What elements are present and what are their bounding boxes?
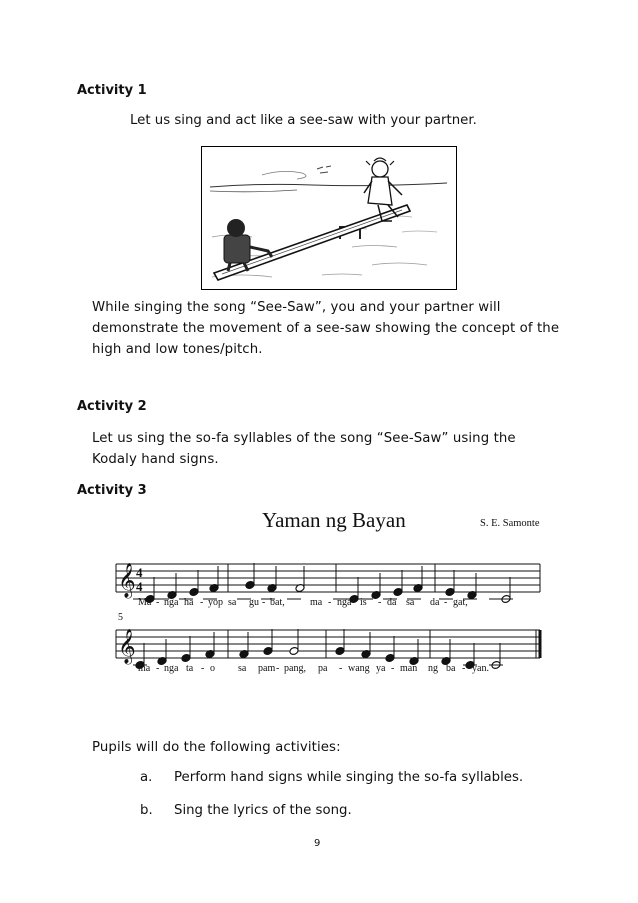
activity-1-paragraph: While singing the song “See-Saw”, you and your partner will demonstrate the movement of a see-saw showing the concept of the high and low tones/pitch.	[92, 300, 560, 357]
lyric-syllable: pam	[258, 663, 276, 674]
lyric-syllable: gu	[249, 597, 259, 608]
activity-1-heading: Activity 1	[77, 83, 147, 98]
lyric-hyphen: -	[444, 597, 448, 608]
svg-text:4: 4	[136, 579, 143, 594]
lyric-hyphen: -	[201, 663, 205, 674]
lyric-syllable: man	[400, 663, 418, 674]
lyric-syllable: pang,	[284, 663, 306, 674]
lyric-hyphen: -	[391, 663, 395, 674]
seesaw-drawing	[202, 147, 455, 288]
activity-item-b-marker: b.	[140, 803, 153, 818]
lyric-hyphen: -	[378, 597, 382, 608]
notes-line-2	[133, 599, 503, 669]
lyric-syllable: sa	[406, 597, 415, 608]
seesaw-illustration	[201, 146, 457, 290]
activities-intro: Pupils will do the following activities:	[92, 740, 341, 755]
lyric-hyphen: -	[156, 663, 160, 674]
page-number: 9	[314, 838, 321, 849]
activity-2-paragraph: Let us sing the so-fa syllables of the song “See-Saw” using the Kodaly hand signs.	[92, 431, 516, 467]
activity-item-a-text: Perform hand signs while singing the so-fa syllables.	[174, 770, 524, 785]
lyric-hyphen: -	[262, 597, 266, 608]
svg-text:𝄞: 𝄞	[118, 563, 136, 598]
lyric-syllable: pa	[318, 663, 328, 674]
lyric-syllable: nga	[164, 663, 179, 674]
lyric-syllable: ta	[186, 663, 194, 674]
lyric-hyphen: -	[276, 663, 280, 674]
lyric-hyphen: -	[200, 597, 204, 608]
music-staff	[110, 548, 550, 718]
activity-2-heading: Activity 2	[77, 399, 147, 414]
lyric-hyphen: -	[339, 663, 343, 674]
lyric-syllable: Ma	[138, 597, 152, 608]
lyric-syllable: ya	[376, 663, 386, 674]
score-measure-number: 5	[118, 612, 123, 623]
lyric-syllable: ha	[184, 597, 194, 608]
lyric-syllable: ma	[310, 597, 323, 608]
lyric-syllable: yop	[208, 597, 223, 608]
lyric-syllable: wang	[348, 663, 370, 674]
svg-text:4: 4	[136, 565, 143, 580]
lyric-syllable: gat,	[453, 597, 468, 608]
lyric-syllable: ma	[138, 663, 151, 674]
activity-item-b-text: Sing the lyrics of the song.	[174, 803, 352, 818]
lyric-hyphen: -	[328, 597, 332, 608]
lyric-syllable: yan.	[472, 663, 489, 674]
lyric-syllable: nga	[164, 597, 179, 608]
score-composer: S. E. Samonte	[480, 518, 540, 529]
activity-item-a-marker: a.	[140, 770, 153, 785]
lyric-hyphen: -	[156, 597, 160, 608]
activity-3-heading: Activity 3	[77, 483, 147, 498]
lyric-syllable: ng	[428, 663, 438, 674]
lyric-syllable: ba	[446, 663, 456, 674]
score-title: Yaman ng Bayan	[262, 508, 406, 532]
lyric-syllable: sa	[238, 663, 247, 674]
lyric-syllable: is	[360, 597, 367, 608]
lyric-syllable: sa	[228, 597, 237, 608]
svg-text:𝄞: 𝄞	[118, 629, 136, 664]
lyric-syllable: da	[430, 597, 440, 608]
lyric-hyphen: -	[462, 663, 466, 674]
lyric-syllable: o	[210, 663, 215, 674]
lyric-syllable: bat,	[270, 597, 285, 608]
lyric-syllable: nga	[337, 597, 352, 608]
lyric-syllable: da	[387, 597, 397, 608]
activity-1-instruction: Let us sing and act like a see-saw with your partner.	[130, 113, 477, 128]
